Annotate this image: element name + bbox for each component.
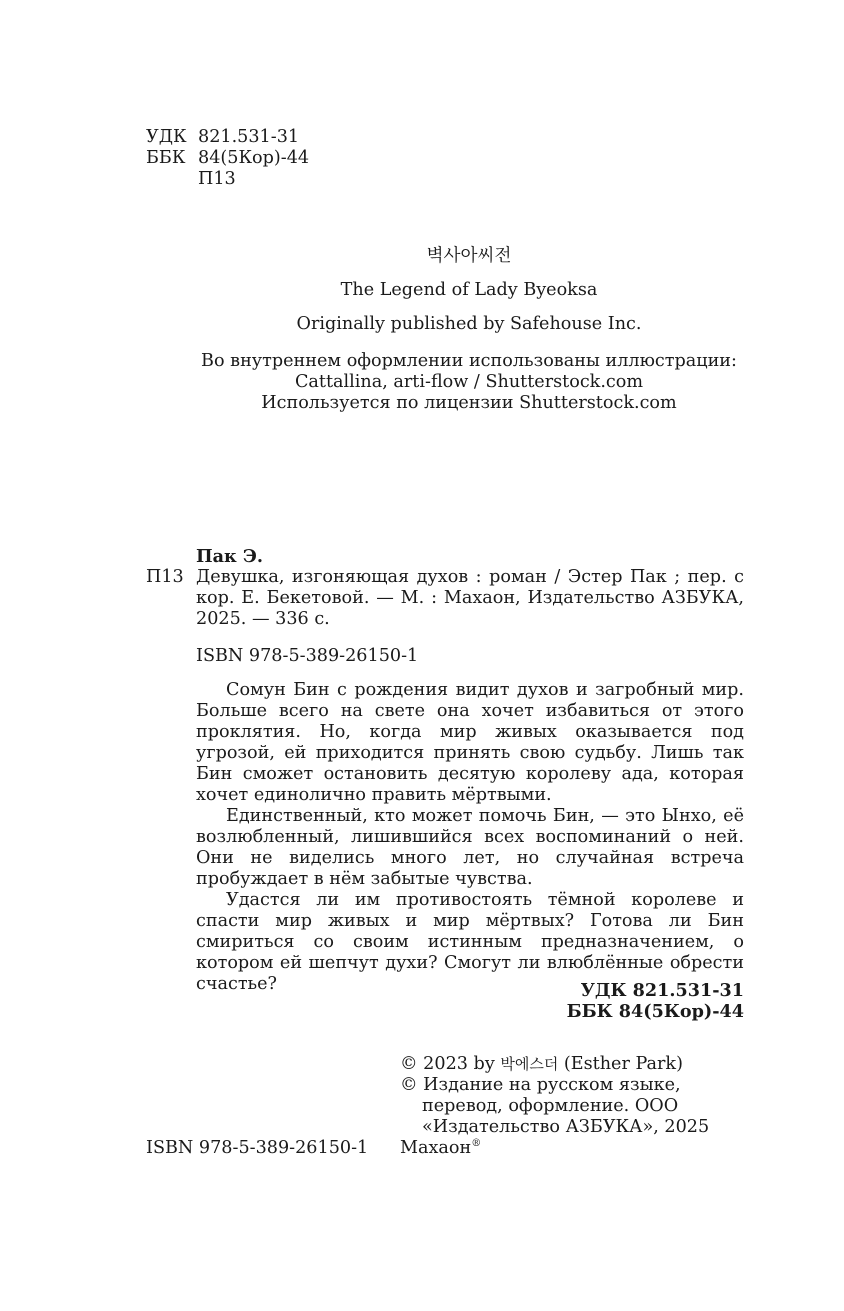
footer-codes (567, 980, 744, 1022)
illustration-credit-line: Используется по лицензии Shutterstock.com (261, 393, 677, 413)
udk-value: 821.531-31 (198, 127, 300, 147)
catalog-index: П13 (146, 567, 184, 587)
bbk-value: 84(5Кор)-44 (198, 148, 310, 168)
annotation (196, 680, 744, 995)
udk-label: УДК (146, 127, 187, 147)
catalog-isbn: ISBN 978-5-389-26150-1 (196, 646, 419, 666)
copyright-edition: © Издание на русском языке, перевод, оформление. ООО «Издательство АЗБУКА», 2025 (400, 1075, 710, 1137)
footer-bbk: ББК 84(5Кор)-44 (566, 1001, 744, 1022)
catalog-record (146, 546, 744, 667)
copyright-author: © 2023 by 박에스더 (Esther Park) (400, 1054, 683, 1074)
catalog-author: Пак Э. (196, 546, 263, 567)
korean-title: 벽사아씨전 (426, 246, 512, 266)
illustration-credit-line: Во внутреннем оформлении использованы иллюстрации: (201, 351, 737, 371)
udk-row (146, 127, 309, 148)
original-publisher: Originally published by Safehouse Inc. (296, 314, 642, 334)
annotation-paragraph: Сомун Бин с рождения видит духов и загробный мир. Больше всего на свете она хочет избавиться от этого проклятия. Но, когда мир живых оказывается под угрозой, ей приходится принять свою судьбу. Лишь так Бин сможет остановить десятую королеву ада, которая хочет единолично править мёртвыми. (196, 680, 744, 805)
copyright-block (400, 1054, 760, 1159)
author-mark-row (146, 169, 309, 190)
annotation-paragraph: Единственный, кто может помочь Бин, — это Ынхо, её возлюбленный, лишившийся всех воспоминаний о ней. Они не виделись много лет, но случайная встреча пробуждает в нём забытые чувства. (196, 806, 744, 889)
annotation-paragraph: Удастся ли им противостоять тёмной королеве и спасти мир живых и мир мёртвых? Готова ли Бин смириться со своим истинным предназначением, о котором ей шепчут духи? Смогут ли влюблённые обрести счастье? (196, 890, 744, 994)
classification-codes (146, 127, 309, 190)
illustration-credit-line: Cattallina, arti-flow / Shutterstock.com (294, 372, 644, 392)
copyright-publisher: Махаон® (400, 1138, 482, 1158)
catalog-description: Девушка, изгоняющая духов : роман / Эстер Пак ; пер. с кор. Е. Бекетовой. — М. : Махаон, Издательство АЗБУКА, 2025. — 336 с. (196, 567, 744, 629)
bbk-row (146, 148, 309, 169)
author-mark: П13 (198, 169, 236, 189)
copyright-author-korean: 박에스더 (500, 1055, 559, 1073)
bottom-isbn: ISBN 978-5-389-26150-1 (146, 1138, 369, 1158)
english-title: The Legend of Lady Byeoksa (340, 280, 598, 300)
bbk-label: ББК (146, 148, 186, 168)
illustration-credits (100, 351, 838, 414)
registered-mark: ® (471, 1138, 482, 1150)
footer-udk: УДК 821.531-31 (580, 980, 744, 1001)
